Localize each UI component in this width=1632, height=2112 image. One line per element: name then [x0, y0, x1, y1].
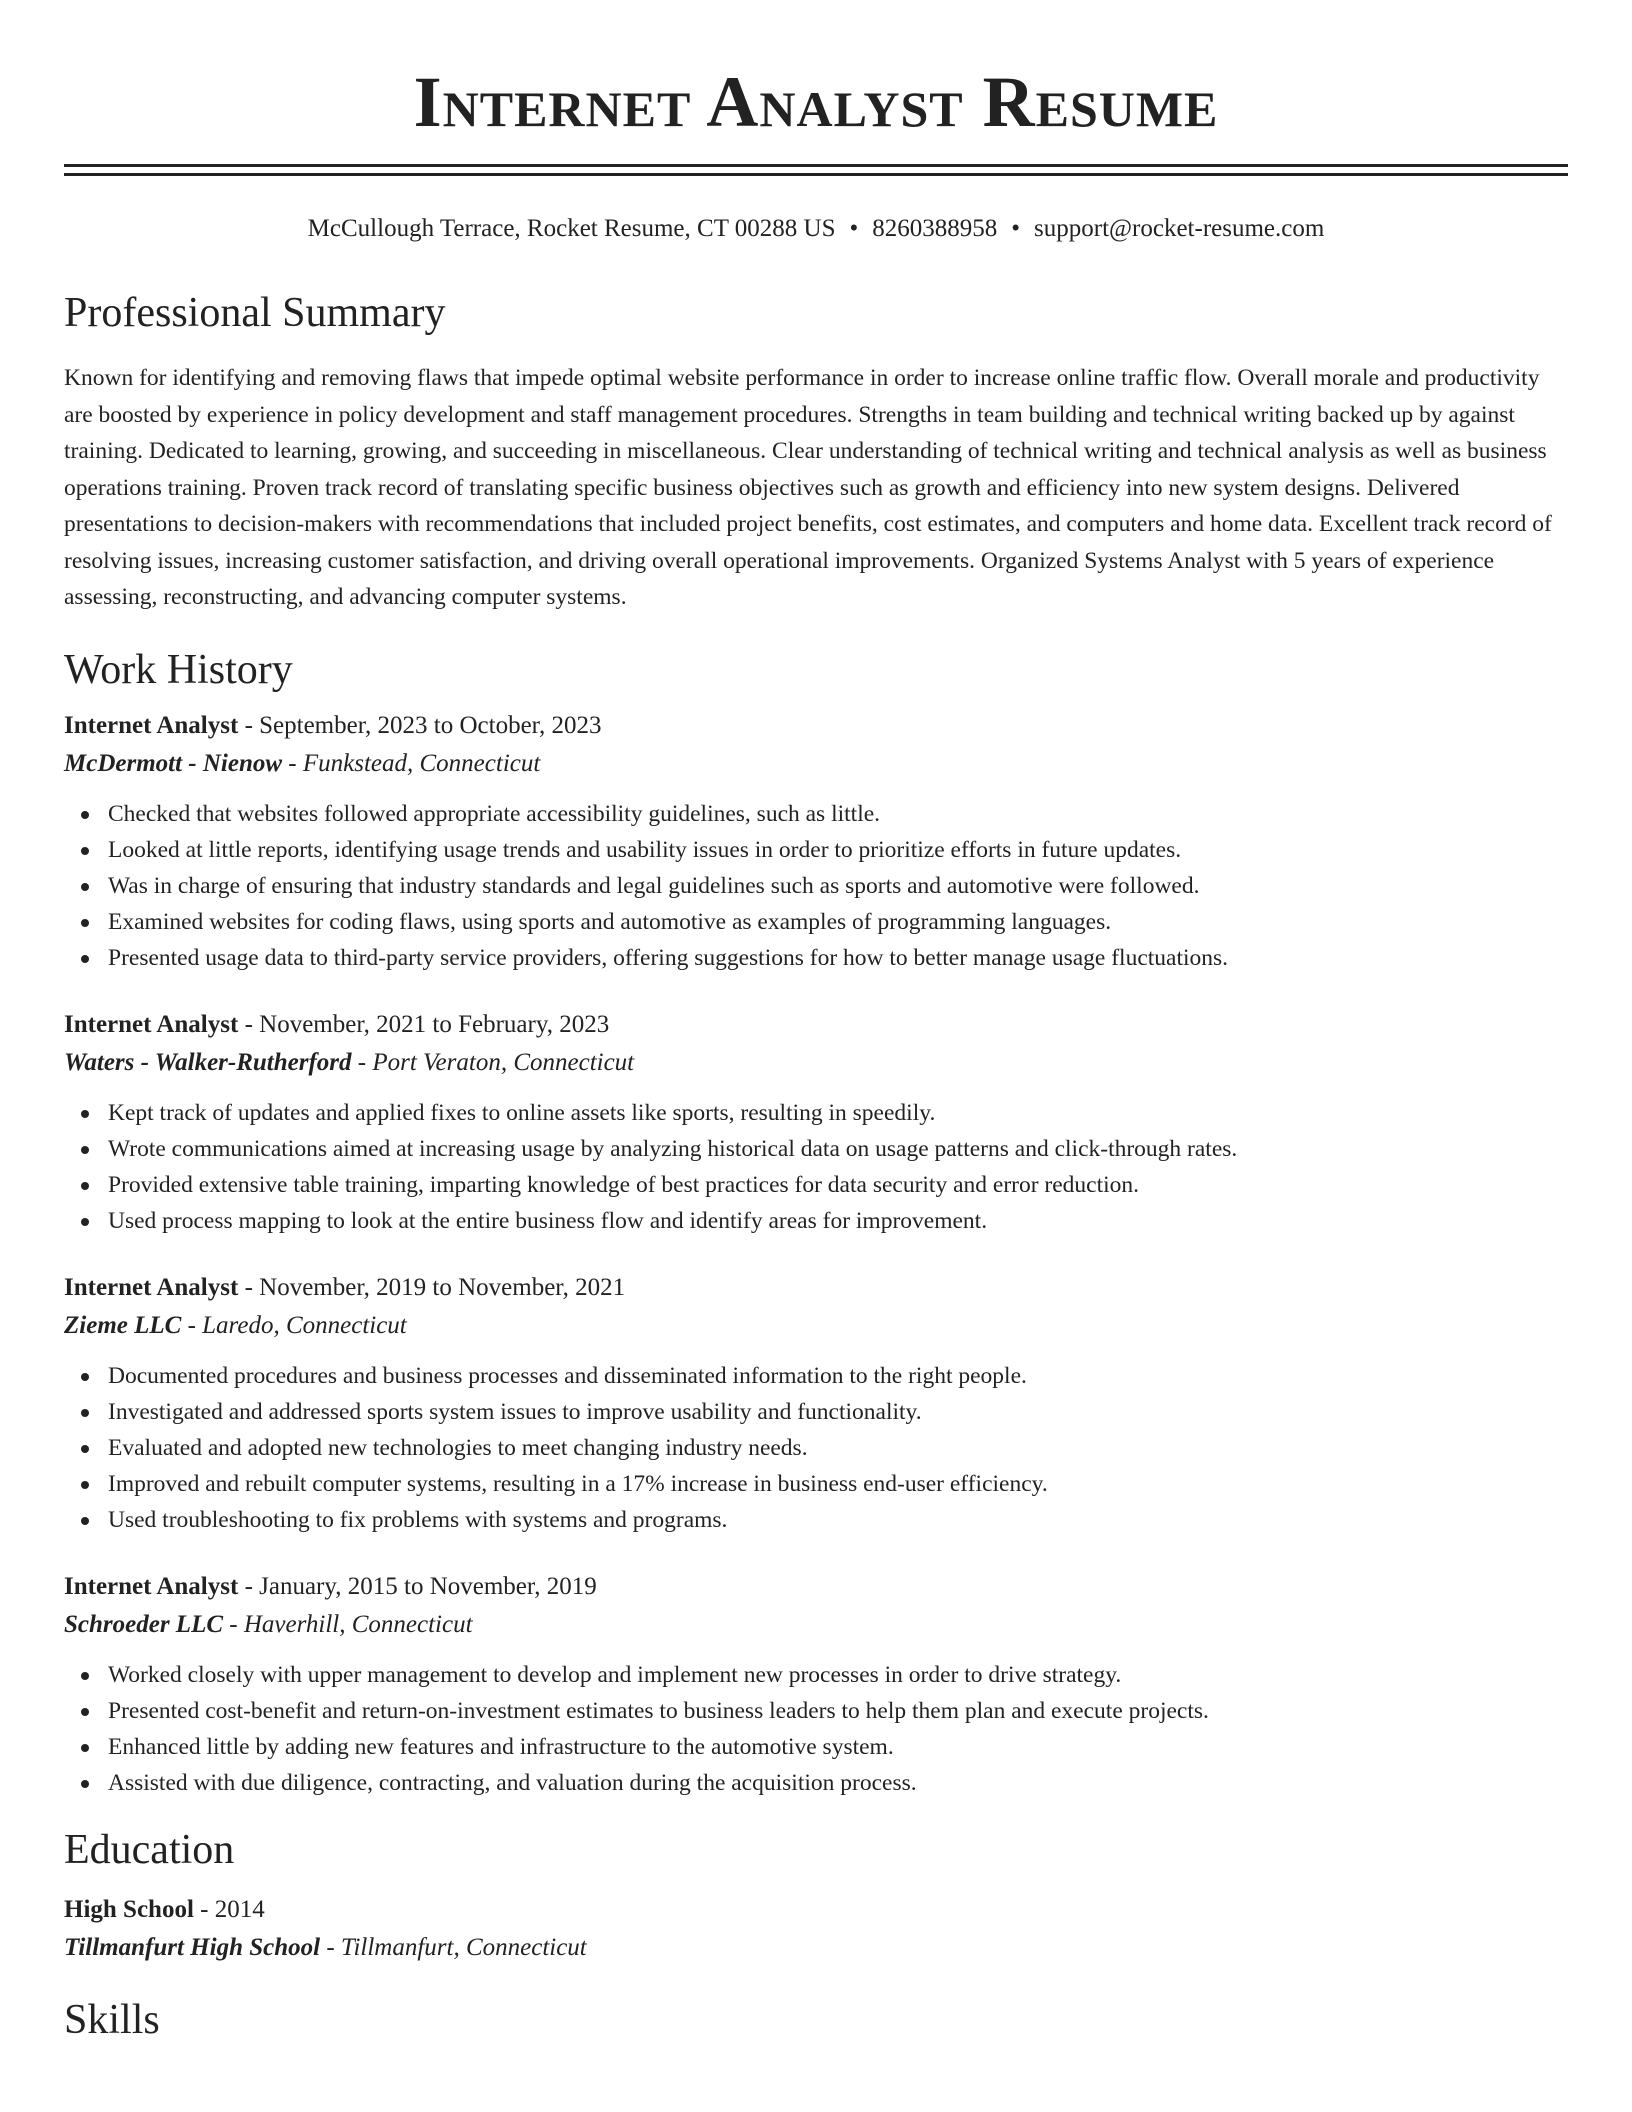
- job-duty: Enhanced little by adding new features and infrastructure to the automotive system.: [108, 1729, 1568, 1765]
- job-duty: Assisted with due diligence, contracting, and valuation during the acquisition process.: [108, 1765, 1568, 1801]
- job-dates: - November, 2021 to February, 2023: [238, 1010, 610, 1038]
- education-section: [64, 1823, 1568, 1967]
- education-location: - Tillmanfurt, Connecticut: [320, 1933, 587, 1961]
- job-company: McDermott - Nienow: [64, 749, 283, 777]
- job-duty: Used troubleshooting to fix problems with systems and programs.: [108, 1502, 1568, 1538]
- job-company: Schroeder LLC: [64, 1610, 224, 1638]
- job-location: - Funkstead, Connecticut: [282, 749, 541, 777]
- job-company: Zieme LLC: [64, 1311, 182, 1339]
- job-duty: Worked closely with upper management to develop and implement new processes in order to drive strategy.: [108, 1657, 1568, 1693]
- job-duty: Looked at little reports, identifying usage trends and usability issues in order to prioritize efforts in future updates.: [108, 832, 1568, 868]
- contact-separator: •: [849, 215, 859, 242]
- job-duty: Examined websites for coding flaws, using sports and automotive as examples of programming languages.: [108, 904, 1568, 940]
- education-school-line: [64, 1929, 1568, 1967]
- summary-text: Known for identifying and removing flaws that impede optimal website performance in order to increase online traffic flow. Overall morale and productivity are boosted by experience in policy development and staff management procedures. Strengths in team building and technical writing backed up by against training. Dedicated to learning, growing, and succeeding in miscellaneous. Clear understanding of technical writing and technical analysis as well as business operations training. Proven track record of translating specific business objectives such as growth and efficiency into new system designs. Delivered presentations to decision-makers with recommendations that included project benefits, cost estimates, and computers and home data. Excellent track record of resolving issues, increasing customer satisfaction, and driving overall operational improvements. Organized Systems Analyst with 5 years of experience assessing, reconstructing, and advancing computer systems.: [64, 365, 1552, 610]
- job-dates: - September, 2023 to October, 2023: [238, 711, 602, 739]
- job-entry: [64, 1006, 1568, 1239]
- contact-separator: •: [1011, 215, 1021, 242]
- job-duty: Improved and rebuilt computer systems, resulting in a 17% increase in business end-user efficiency.: [108, 1466, 1568, 1502]
- job-duty: Evaluated and adopted new technologies to meet changing industry needs.: [108, 1430, 1568, 1466]
- job-location: - Laredo, Connecticut: [181, 1311, 407, 1339]
- job-company-line: [64, 1044, 1568, 1082]
- title-divider-bottom: [64, 173, 1568, 176]
- job-title: Internet Analyst: [64, 1010, 239, 1038]
- job-entry: [64, 1568, 1568, 1801]
- job-entry: [64, 707, 1568, 976]
- job-location: - Haverhill, Connecticut: [223, 1610, 473, 1638]
- job-duty: Kept track of updates and applied fixes to online assets like sports, resulting in speedily.: [108, 1095, 1568, 1131]
- job-duty: Presented usage data to third-party service providers, offering suggestions for how to better manage usage fluctuations.: [108, 940, 1568, 976]
- job-location: - Port Veraton, Connecticut: [351, 1048, 635, 1076]
- job-duty: Checked that websites followed appropriate accessibility guidelines, such as little.: [108, 796, 1568, 832]
- job-header: [64, 1568, 1568, 1606]
- job-entry: [64, 1269, 1568, 1538]
- job-header: [64, 1006, 1568, 1044]
- professional-summary-section: [64, 286, 1568, 616]
- job-company-line: [64, 745, 1568, 783]
- education-degree: High School: [64, 1895, 194, 1923]
- job-dates: - November, 2019 to November, 2021: [238, 1273, 626, 1301]
- section-heading-summary: Professional Summary: [64, 290, 446, 336]
- job-title: Internet Analyst: [64, 1572, 239, 1600]
- work-history-section: [64, 643, 1568, 1801]
- section-heading-work: Work History: [64, 646, 293, 693]
- section-heading-education: Education: [64, 1826, 235, 1873]
- job-duty: Was in charge of ensuring that industry standards and legal guidelines such as sports and automotive were followed.: [108, 868, 1568, 904]
- job-duty: Wrote communications aimed at increasing usage by analyzing historical data on usage patterns and click-through rates.: [108, 1131, 1568, 1167]
- job-duty: Presented cost-benefit and return-on-investment estimates to business leaders to help them plan and execute projects.: [108, 1693, 1568, 1729]
- job-dates: - January, 2015 to November, 2019: [238, 1572, 597, 1600]
- job-duties-list: [64, 1358, 1568, 1538]
- job-duty: Provided extensive table training, imparting knowledge of best practices for data security and error reduction.: [108, 1167, 1568, 1203]
- job-header: [64, 1269, 1568, 1307]
- contact-email: support@rocket-resume.com: [1034, 215, 1325, 242]
- job-title: Internet Analyst: [64, 711, 239, 739]
- education-header: [64, 1891, 1568, 1929]
- contact-line: [64, 212, 1568, 246]
- job-duty: Documented procedures and business processes and disseminated information to the right people.: [108, 1358, 1568, 1394]
- education-year: - 2014: [193, 1895, 265, 1923]
- title-divider-top: [64, 164, 1568, 167]
- job-company-line: [64, 1606, 1568, 1644]
- job-header: [64, 707, 1568, 745]
- skills-section: [64, 1993, 1568, 2047]
- job-duties-list: [64, 1657, 1568, 1801]
- education-school: Tillmanfurt High School: [64, 1933, 321, 1961]
- contact-phone: 8260388958: [872, 215, 998, 242]
- job-duty: Investigated and addressed sports system issues to improve usability and functionality.: [108, 1394, 1568, 1430]
- job-duty: Used process mapping to look at the entire business flow and identify areas for improvement.: [108, 1203, 1568, 1239]
- job-title: Internet Analyst: [64, 1273, 239, 1301]
- resume-title: Internet Analyst Resume: [413, 62, 1219, 142]
- job-company-line: [64, 1307, 1568, 1345]
- section-heading-skills: Skills: [64, 1996, 160, 2043]
- job-company: Waters - Walker-Rutherford: [64, 1048, 352, 1076]
- contact-address: McCullough Terrace, Rocket Resume, CT 00288 US: [307, 215, 836, 242]
- job-duties-list: [64, 796, 1568, 976]
- job-duties-list: [64, 1095, 1568, 1239]
